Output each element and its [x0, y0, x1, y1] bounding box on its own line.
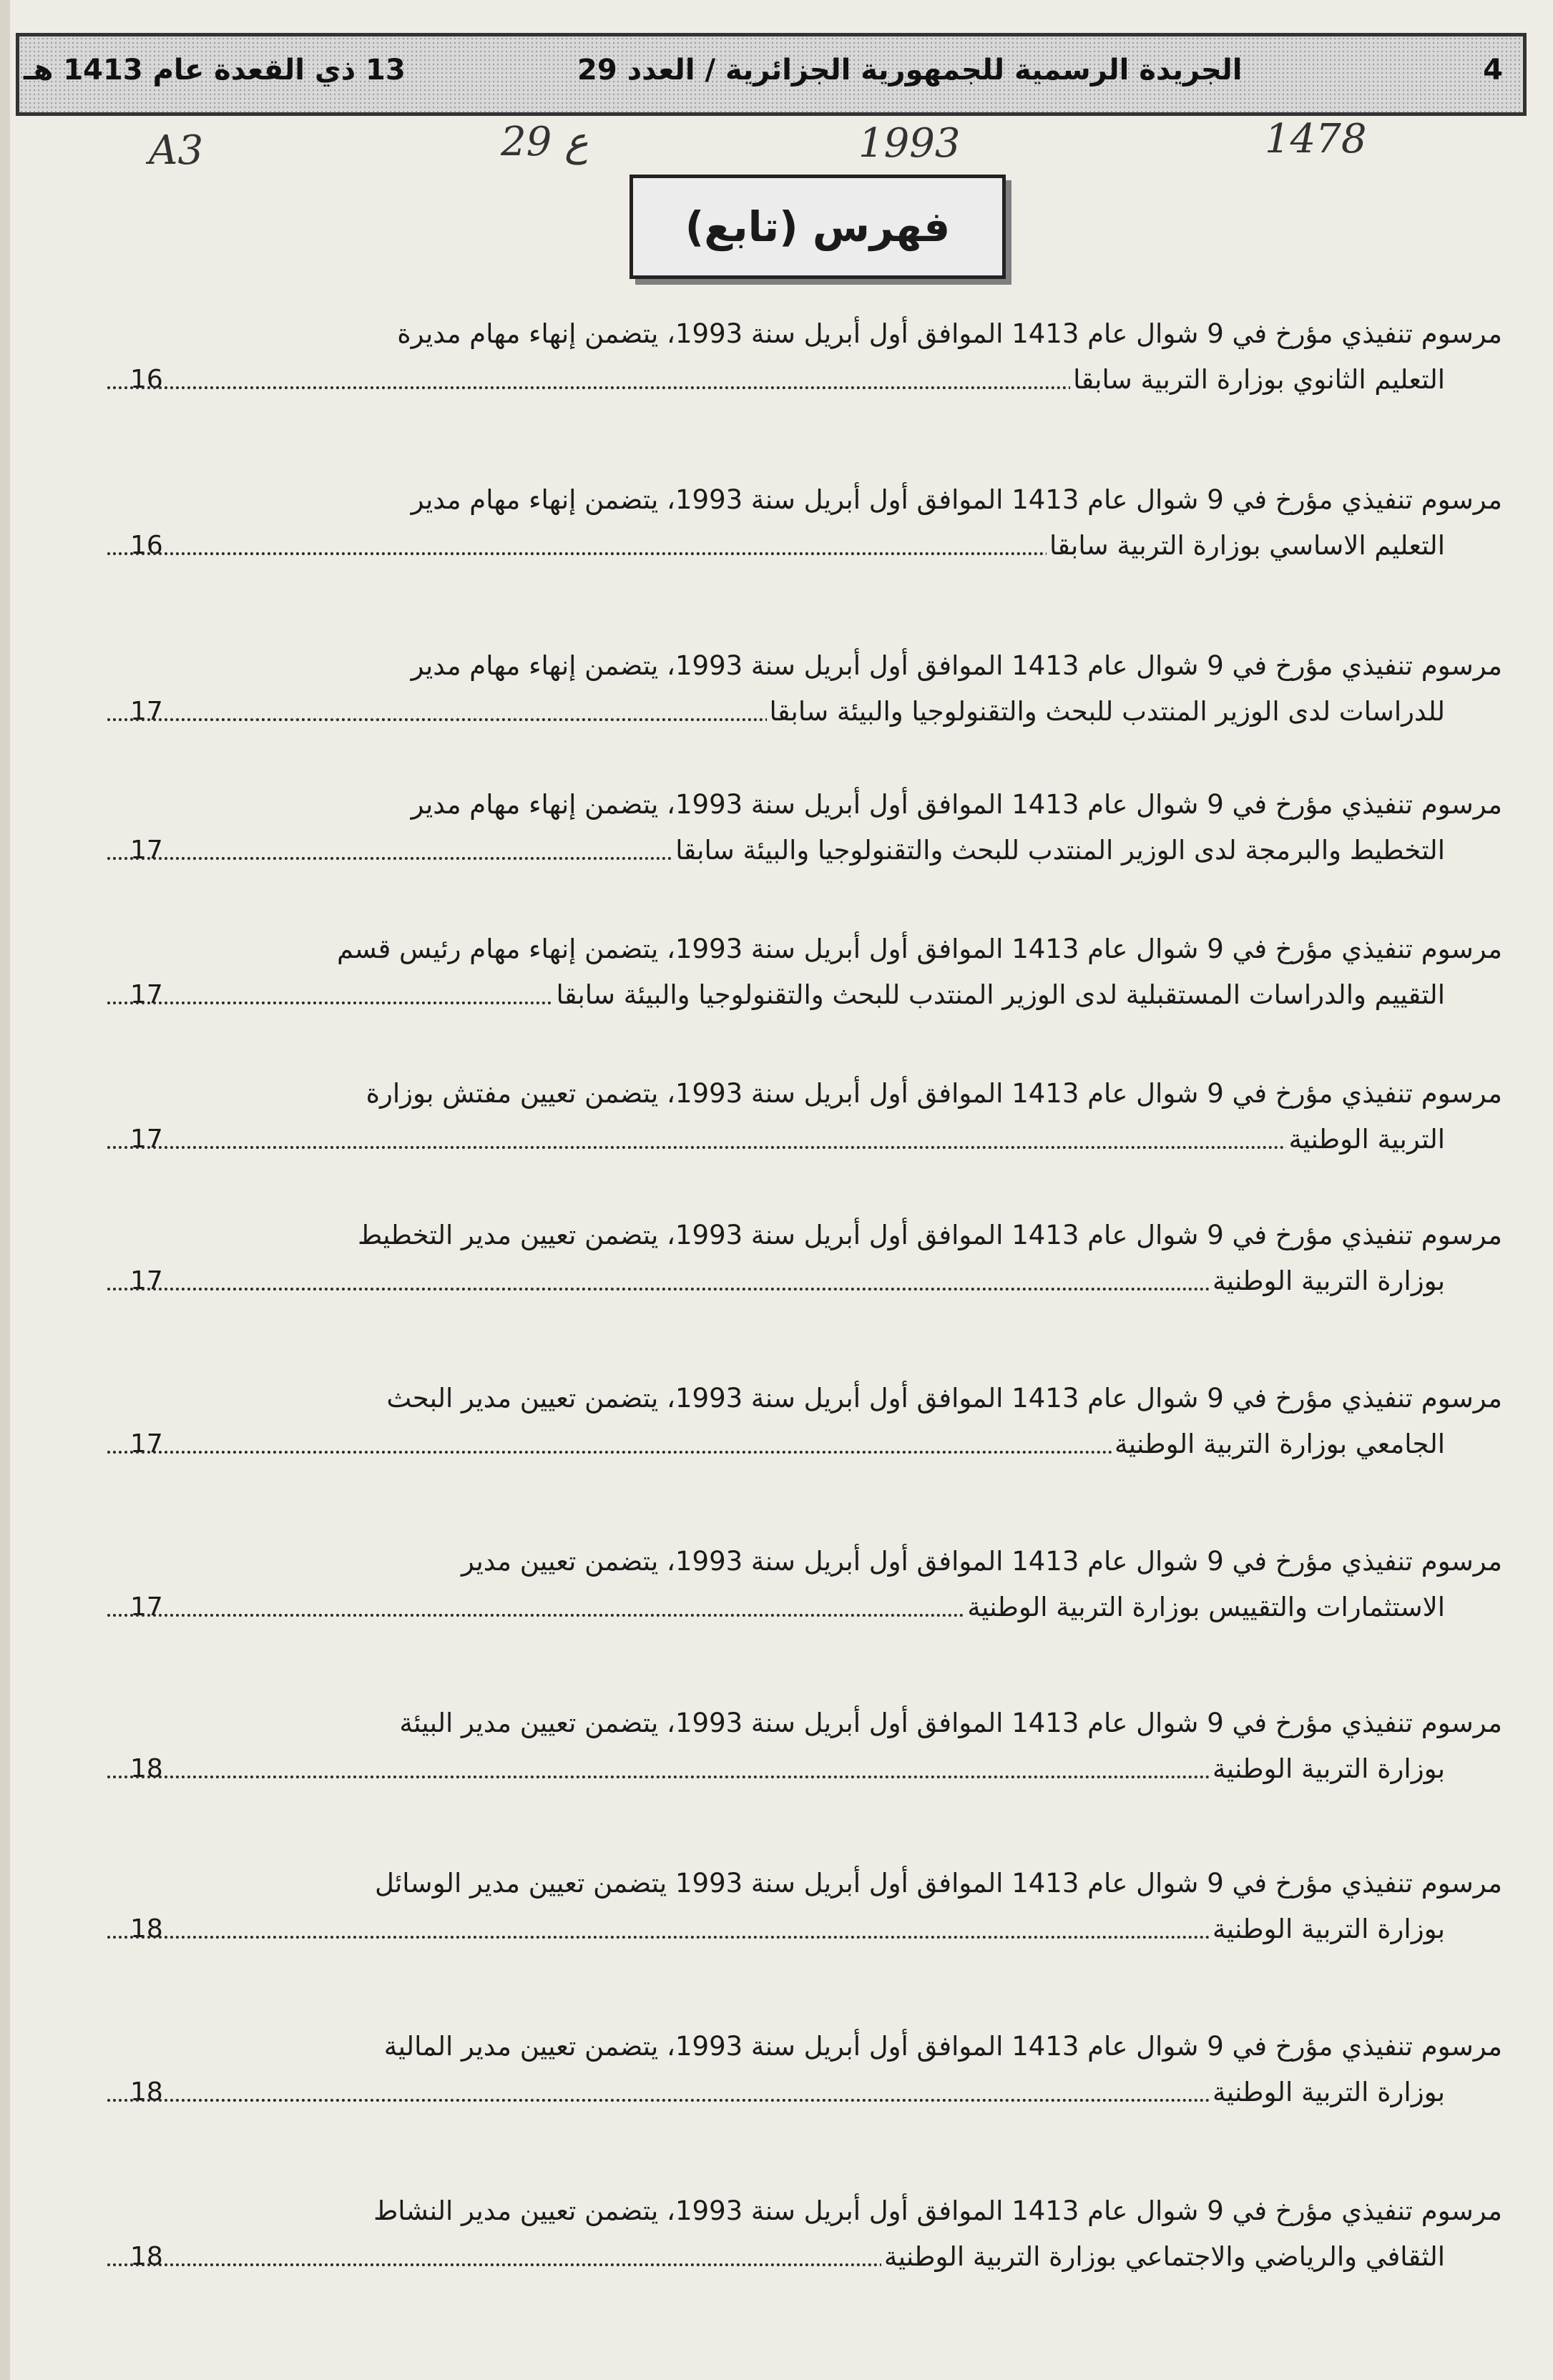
handwritten-number: 1478: [1265, 116, 1367, 162]
entry-page-number: 17: [130, 836, 163, 865]
index-entry: [106, 481, 1502, 567]
section-title-box: [629, 175, 1006, 279]
entry-line-1: مرسوم تنفيذي مؤرخ في 9 شوال عام 1413 الموافق أول أبريل سنة 1993، يتضمن تعيين مدير التخطيط: [358, 1220, 1502, 1250]
page-edge: [0, 0, 10, 2380]
entry-line-2: للدراسات لدى الوزير المنتدب للبحث والتقنولوجيا والبيئة سابقا: [767, 696, 1445, 727]
handwritten-a3: A3: [149, 127, 204, 174]
header-title: الجريدة الرسمية للجمهورية الجزائرية / العدد 29: [577, 54, 1243, 87]
entry-line-1: مرسوم تنفيذي مؤرخ في 9 شوال عام 1413 الموافق أول أبريل سنة 1993، يتضمن إنهاء مهام مدير: [411, 484, 1502, 515]
entry-line-1: مرسوم تنفيذي مؤرخ في 9 شوال عام 1413 الموافق أول أبريل سنة 1993 يتضمن تعيين مدير الوسائل: [374, 1868, 1502, 1899]
entry-line-2: التربية الوطنية: [1286, 1124, 1445, 1155]
entry-page-number: 16: [130, 365, 163, 394]
index-entry: [106, 1074, 1502, 1160]
index-entry: [106, 785, 1502, 871]
entry-page-number: 18: [130, 1914, 163, 1944]
header-date: 13 ذي القعدة عام 1413 هـ: [24, 54, 406, 87]
entry-line-2: التقييم والدراسات المستقبلية لدى الوزير المنتدب للبحث والتقنولوجيا والبيئة سابقا: [553, 979, 1445, 1010]
handwritten-year: 1993: [858, 120, 961, 167]
index-entry: [106, 647, 1502, 733]
index-entry: [106, 1216, 1502, 1302]
entry-line-1: مرسوم تنفيذي مؤرخ في 9 شوال عام 1413 الموافق أول أبريل سنة 1993، يتضمن إنهاء مهام مديرة: [397, 318, 1502, 349]
entry-line-1: مرسوم تنفيذي مؤرخ في 9 شوال عام 1413 الموافق أول أبريل سنة 1993، يتضمن إنهاء مهام مدير: [411, 650, 1502, 681]
entry-line-2: بوزارة التربية الوطنية: [1210, 2077, 1445, 2107]
entry-page-number: 18: [130, 1754, 163, 1783]
entry-line-1: مرسوم تنفيذي مؤرخ في 9 شوال عام 1413 الموافق أول أبريل سنة 1993، يتضمن تعيين مدير: [461, 1546, 1502, 1577]
entry-page-number: 16: [130, 531, 163, 560]
entry-line-1: مرسوم تنفيذي مؤرخ في 9 شوال عام 1413 الموافق أول أبريل سنة 1993، يتضمن تعيين مدير المالية: [383, 2031, 1502, 2062]
entry-line-1: مرسوم تنفيذي مؤرخ في 9 شوال عام 1413 الموافق أول أبريل سنة 1993، يتضمن تعيين مدير البحث: [386, 1383, 1502, 1414]
entry-page-number: 17: [130, 1429, 163, 1459]
entry-page-number: 18: [130, 2242, 163, 2271]
section-title: فهرس (تابع): [685, 202, 951, 251]
entry-line-2: الثقافي والرياضي والاجتماعي بوزارة التربية الوطنية: [881, 2241, 1445, 2272]
index-entry: [106, 315, 1502, 401]
page-header: [16, 33, 1527, 116]
entry-line-1: مرسوم تنفيذي مؤرخ في 9 شوال عام 1413 الموافق أول أبريل سنة 1993، يتضمن تعيين مفتش بوزارة: [366, 1078, 1502, 1109]
index-entry: [106, 1864, 1502, 1950]
entry-page-number: 17: [130, 1592, 163, 1622]
entry-line-1: مرسوم تنفيذي مؤرخ في 9 شوال عام 1413 الموافق أول أبريل سنة 1993، يتضمن تعيين مدير النشاط: [373, 2195, 1502, 2226]
index-entry: [106, 930, 1502, 1016]
header-page-number: 4: [1483, 54, 1503, 87]
entry-page-number: 17: [130, 1125, 163, 1154]
entry-line-2: الاستثمارات والتقييس بوزارة التربية الوطنية: [964, 1592, 1445, 1622]
entry-line-2: التعليم الثانوي بوزارة التربية سابقا: [1070, 364, 1445, 395]
entry-line-1: مرسوم تنفيذي مؤرخ في 9 شوال عام 1413 الموافق أول أبريل سنة 1993، يتضمن إنهاء مهام رئيس قسم: [336, 934, 1502, 964]
entry-line-2: التعليم الاساسي بوزارة التربية سابقا: [1047, 530, 1445, 561]
entry-page-number: 18: [130, 2077, 163, 2107]
entry-line-1: مرسوم تنفيذي مؤرخ في 9 شوال عام 1413 الموافق أول أبريل سنة 1993، يتضمن تعيين مدير البيئة: [399, 1708, 1502, 1738]
entry-line-2: التخطيط والبرمجة لدى الوزير المنتدب للبحث والتقنولوجيا والبيئة سابقا: [672, 835, 1445, 866]
entry-page-number: 17: [130, 980, 163, 1009]
index-entry: [106, 1542, 1502, 1628]
index-entry: [106, 1704, 1502, 1790]
entry-line-2: بوزارة التربية الوطنية: [1210, 1914, 1445, 1944]
entry-line-2: الجامعي بوزارة التربية الوطنية: [1112, 1429, 1445, 1459]
entry-page-number: 17: [130, 1266, 163, 1296]
index-entry: [106, 1379, 1502, 1465]
handwritten-issue: 29 ع: [501, 119, 589, 165]
entry-page-number: 17: [130, 697, 163, 726]
index-entry: [106, 2192, 1502, 2278]
entry-line-1: مرسوم تنفيذي مؤرخ في 9 شوال عام 1413 الموافق أول أبريل سنة 1993، يتضمن إنهاء مهام مدير: [411, 789, 1502, 820]
index-entry: [106, 2027, 1502, 2113]
entry-line-2: بوزارة التربية الوطنية: [1210, 1753, 1445, 1784]
entry-line-2: بوزارة التربية الوطنية: [1210, 1265, 1445, 1296]
